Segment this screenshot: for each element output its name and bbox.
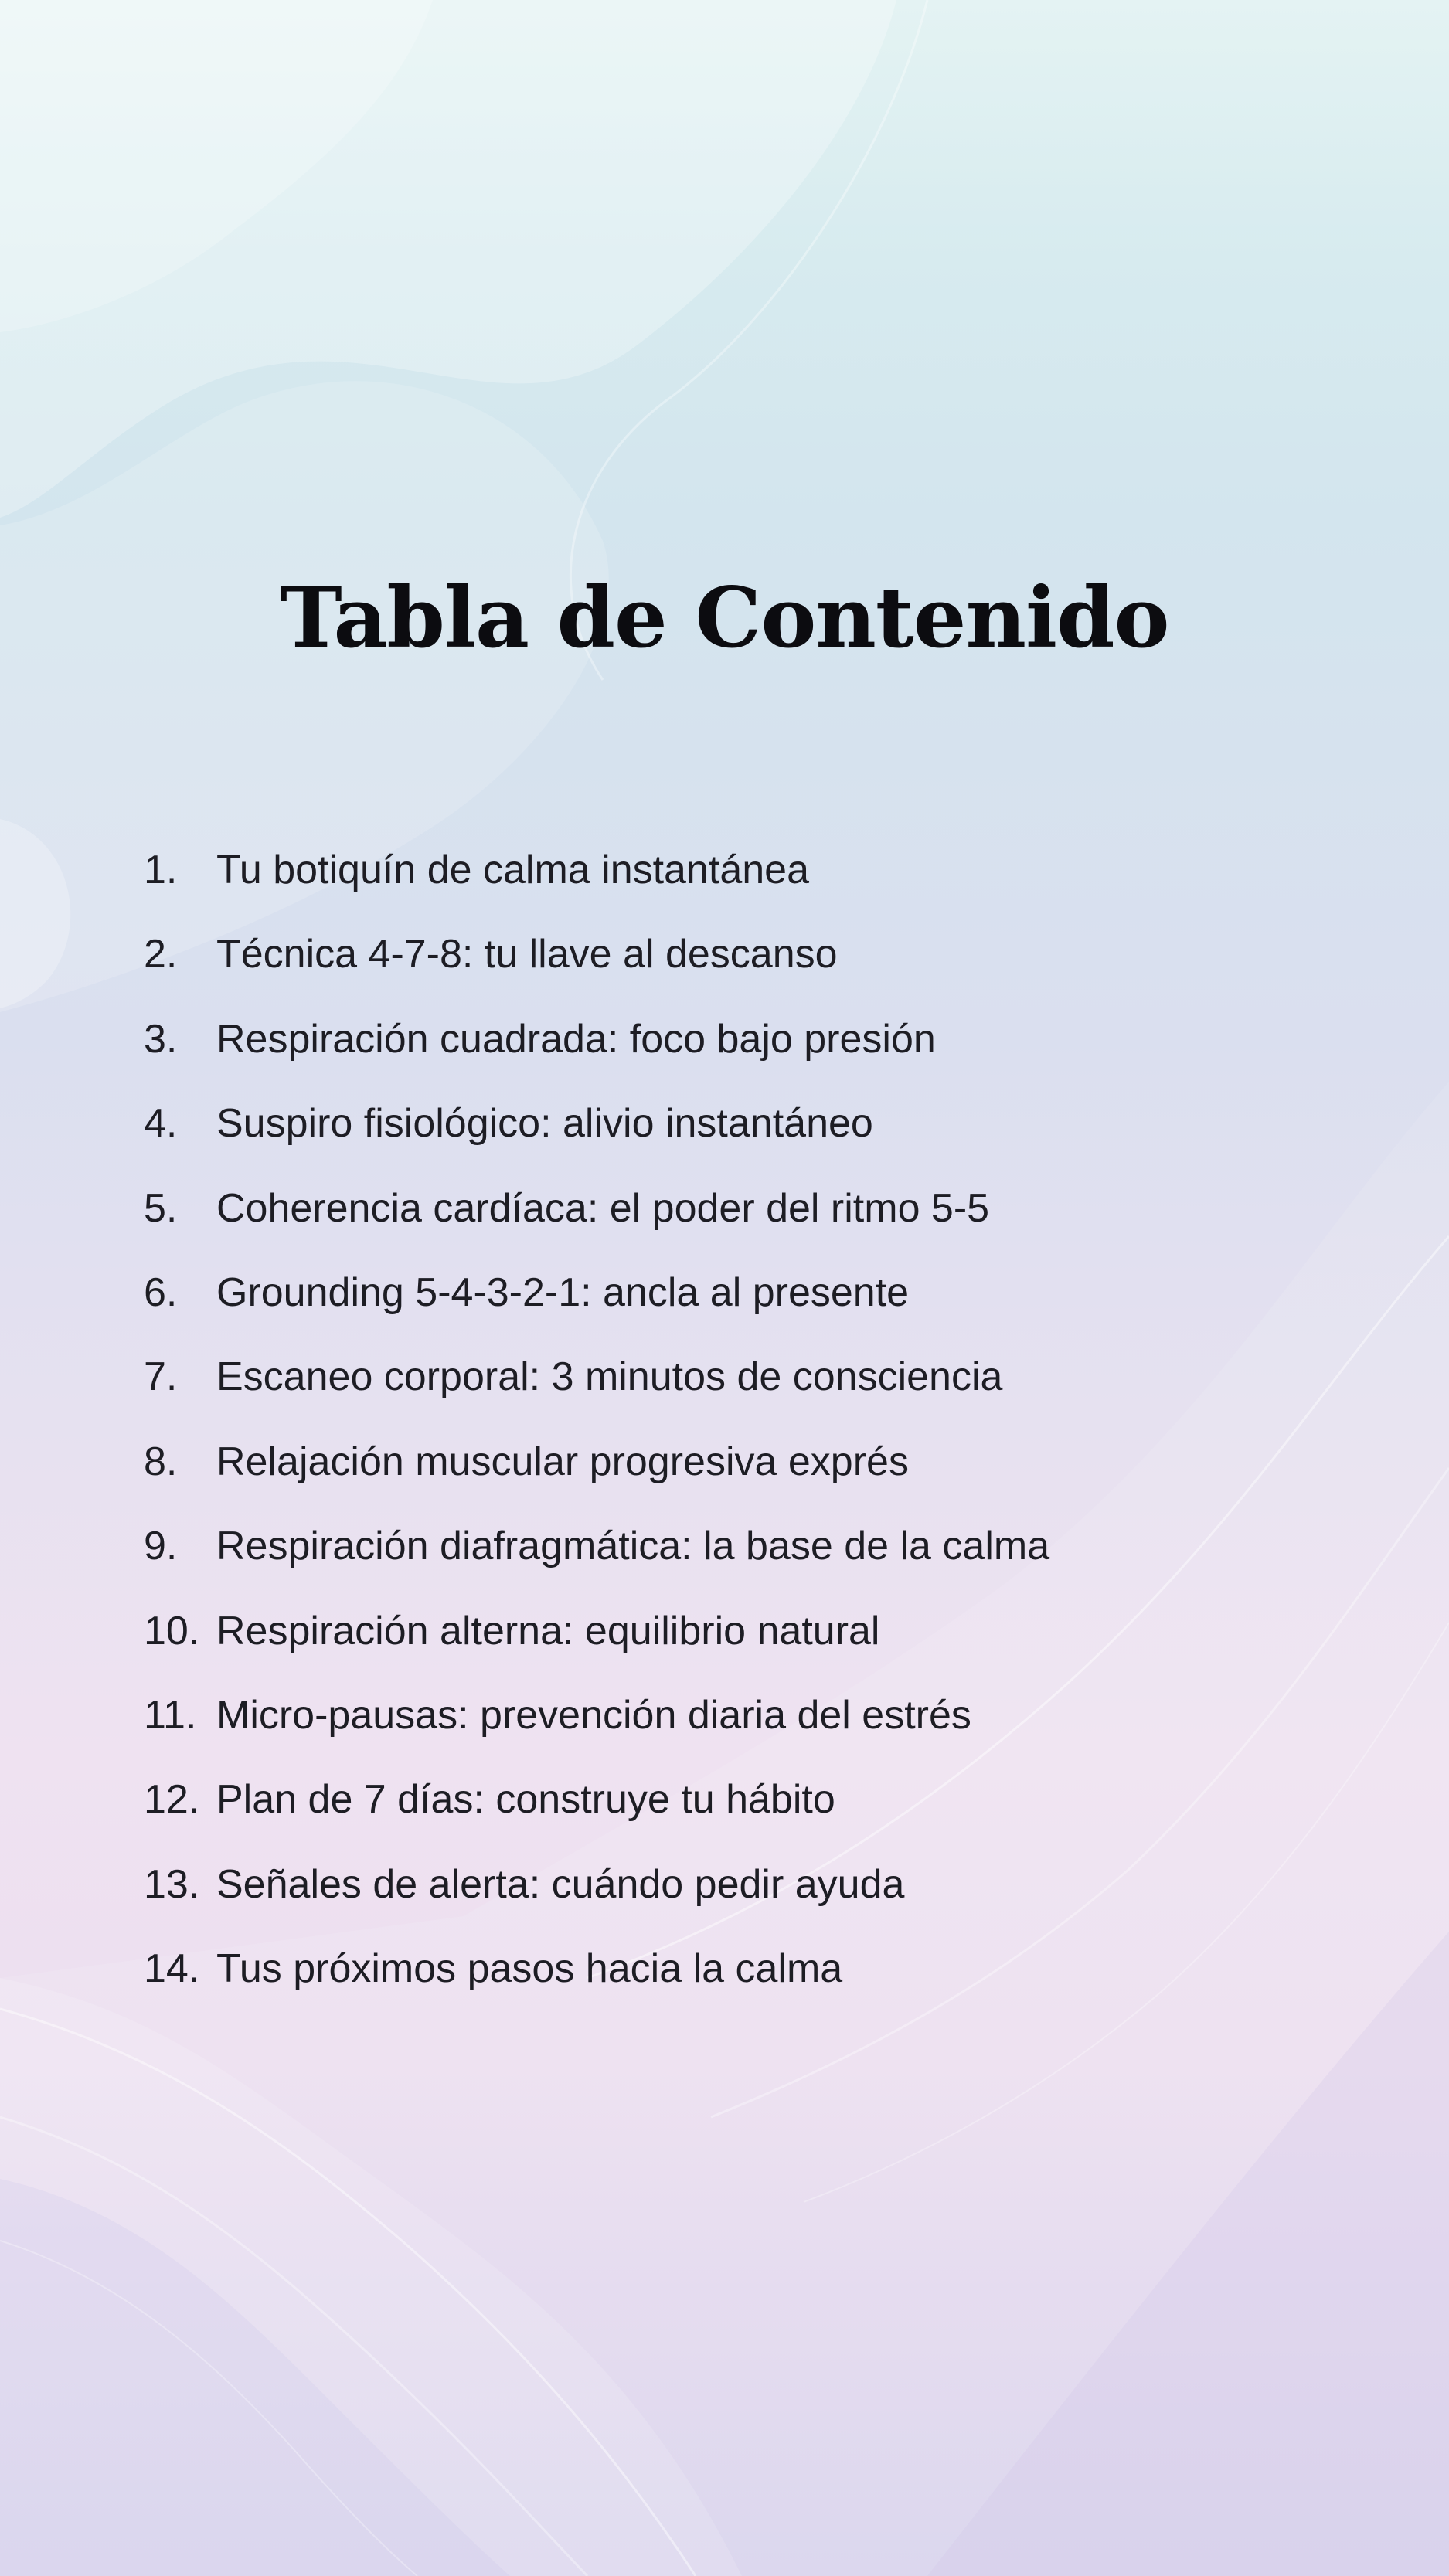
- toc-number: 8.: [144, 1439, 178, 1484]
- toc-item: [0, 997, 1449, 1082]
- toc-item: [0, 1589, 1449, 1674]
- toc-label: Respiración cuadrada: foco bajo presión: [216, 1016, 936, 1062]
- toc-label: Suspiro fisiológico: alivio instantáneo: [216, 1101, 873, 1147]
- toc-item: [0, 912, 1449, 997]
- toc-item: [0, 1335, 1449, 1419]
- toc-number: 14.: [144, 1946, 200, 1992]
- toc-label: Señales de alerta: cuándo pedir ayuda: [216, 1861, 905, 1907]
- toc-number: 1.: [144, 848, 178, 892]
- toc-item: [0, 1504, 1449, 1589]
- toc-item: [0, 1167, 1449, 1251]
- toc-number: 11.: [144, 1692, 197, 1738]
- toc-label: Tu botiquín de calma instantánea: [216, 848, 810, 892]
- toc-number: 4.: [144, 1101, 178, 1147]
- toc-label: Tus próximos pasos hacia la calma: [216, 1946, 843, 1992]
- toc-label: Coherencia cardíaca: el poder del ritmo 5-5: [216, 1185, 990, 1231]
- toc-number: 2.: [144, 932, 178, 977]
- toc-item: [0, 1082, 1449, 1166]
- toc-number: 5.: [144, 1185, 178, 1231]
- toc-number: 10.: [144, 1608, 200, 1653]
- toc-item: [0, 828, 1449, 912]
- toc-label: Relajación muscular progresiva exprés: [216, 1439, 909, 1484]
- toc-item: [0, 1674, 1449, 1758]
- toc-number: 6.: [144, 1269, 178, 1315]
- toc-label: Escaneo corporal: 3 minutos de consciencia: [216, 1354, 1003, 1400]
- toc-item: [0, 1758, 1449, 1842]
- toc-label: Plan de 7 días: construye tu hábito: [216, 1777, 835, 1823]
- toc-item: [0, 1420, 1449, 1504]
- toc-number: 12.: [144, 1777, 200, 1823]
- toc-item: [0, 1251, 1449, 1335]
- table-of-contents: [0, 828, 1449, 2011]
- toc-number: 9.: [144, 1524, 178, 1569]
- toc-label: Respiración alterna: equilibrio natural: [216, 1608, 880, 1653]
- toc-label: Respiración diafragmática: la base de la calma: [216, 1524, 1050, 1569]
- toc-label: Grounding 5-4-3-2-1: ancla al presente: [216, 1269, 910, 1315]
- toc-number: 3.: [144, 1016, 178, 1062]
- page-title: Tabla de Contenido: [280, 569, 1169, 667]
- toc-item: [0, 1843, 1449, 1927]
- toc-label: Técnica 4-7-8: tu llave al descanso: [216, 932, 838, 977]
- toc-label: Micro-pausas: prevención diaria del estrés: [216, 1692, 971, 1738]
- toc-number: 7.: [144, 1354, 178, 1400]
- toc-item: [0, 1927, 1449, 2011]
- toc-number: 13.: [144, 1861, 200, 1907]
